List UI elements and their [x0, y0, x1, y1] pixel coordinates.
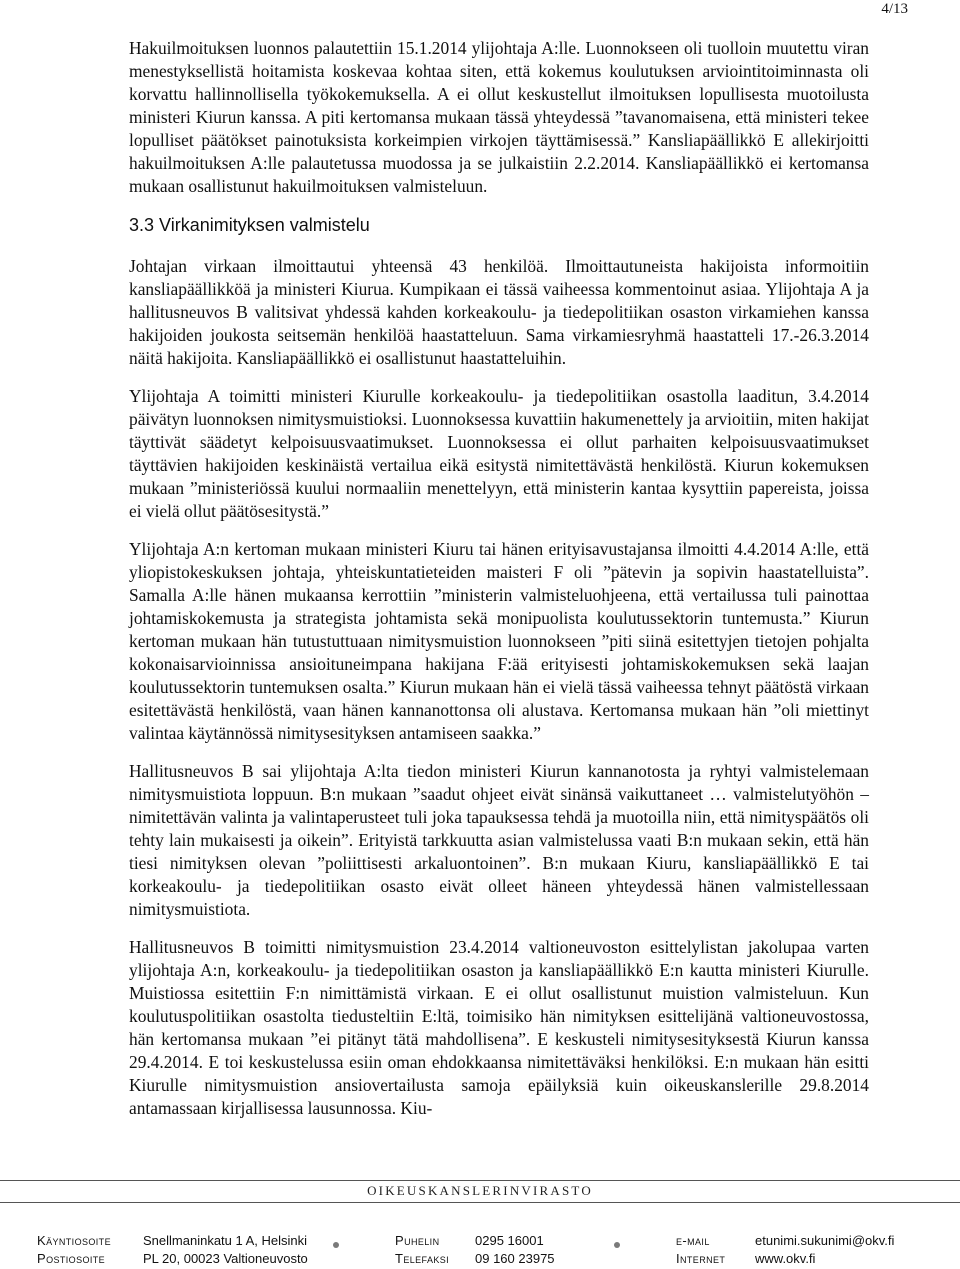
footer-row-postal	[0, 1251, 960, 1269]
document-body	[129, 37, 869, 1135]
footer-label-internet: Internet	[676, 1251, 726, 1266]
paragraph: Hallitusneuvos B toimitti nimitysmuistion 23.4.2014 valtioneuvoston esittelylistan jakolupaa varten ylijohtaja A:n, korkeakoulu- ja tiedepolitiikan osaston ja kansliapäällikkö E:n kautta ministeri Kiurulle. Muistiossa esitettiin F:n nimittämistä virkaan. E ei ollut osallistunut muistion valmisteluun. Kun koulutuspolitiikan osastolta tiedusteltiin E:ltä, toimisiko hän nimityksen esittelijänä valtioneuvostossa, hän kertomansa mukaan ”ei pitänyt tätä mahdollisena”. E keskusteli nimitysesityksestä Kiurun kanssa 29.4.2014. E toi keskustelussa esiin oman ehdokkaansa nimitettäväksi henkilöksi. E:n mukaan hän esitti Kiurulle nimitysmuistion ansiovertailusta samoja epäilyksiä kuin oikeuskanslerille 29.8.2014 antamassaan kirjallisessa lausunnossa. Kiu-	[129, 937, 869, 1118]
footer-label-postal-address: Postiosoite	[37, 1251, 106, 1266]
footer-fax: 09 160 23975	[475, 1251, 555, 1266]
paragraph: Hakuilmoituksen luonnos palautettiin 15.1.2014 ylijohtaja A:lle. Luonnokseen oli tuolloin muutettu viran menestyksellistä hoitamista koskevaa kohtaa siten, että kokemus koulutuksen arviointitoiminnasta oli korvattu hallinnollisella työkokemuksella. A ei ollut keskustellut ilmoituksen lopullisesta muotoilusta ministeri Kiurun kanssa. A piti kertomansa mukaan tässä yhteydessä ”tavanomaisena, että ministeri tekee lopulliset päätökset painotuksista korkeimpien virkojen täyttämisessä.” Kansliapäällikkö E allekirjoitti hakuilmoituksen A:lle palautetussa muodossa ja se julkaistiin 2.2.2014. Kansliapäällikkö ei kertomansa mukaan osallistunut hakuilmoituksen valmisteluun.	[129, 38, 869, 196]
footer-label-email: e-mail	[676, 1233, 710, 1248]
footer-phone: 0295 16001	[475, 1233, 544, 1248]
section-heading: 3.3 Virkanimityksen valmistelu	[129, 215, 370, 235]
paragraph: Ylijohtaja A:n kertoman mukaan ministeri Kiuru tai hänen erityisavustajansa ilmoitti 4.4.2014 A:lle, että yliopistokeskuksen johtaja, yhteiskuntatieteiden maisteri F oli ”pätevin ja sopivin haastatelluista”. Samalla A:lle hänen mukaansa kerrottiin ”ministerin valmisteluohjeena, että vertailussa tuli painottaa johtamiskokemusta ja strategista johtamista sekä monipuolista koulutussektorin tuntemusta.” Kiurun kertoman mukaan hän tutustuttuaan nimitysmuistion luonnokseen ”piti siinä esitettyjen tietojen pohjalta kokonaisarvioinnissa ansioituneimpana hakijana F:ää erityisesti johtamiskokemuksen sekä laajan koulutussektorin tuntemuksen osalta.” Kiurun mukaan hän ei vielä tässä vaiheessa tehnyt päätöstä virkaan esitettävästä henkilöstä, vaan hänen kannanottonsa oli alustava. Kertomansa mukaan hän ”oli miettinyt valintaa käytännössä nimitysesityksen antamiseen saakka.”	[129, 539, 869, 743]
footer-brand: OIKEUSKANSLERINVIRASTO	[367, 1183, 593, 1198]
footer-email[interactable]: etunimi.sukunimi@okv.fi	[755, 1233, 895, 1248]
paragraph: Hallitusneuvos B sai ylijohtaja A:lta tiedon ministeri Kiurun kannanotosta ja ryhtyi valmistelemaan nimitysmuistiota loppuun. B:n mukaan ”saadut ohjeet eivät sinänsä vaikuttaneet … valmistelutyöhön – nimitettävän valinta ja valintaperusteet tuli joka tapauksessa tehdä ja muotoilla niin, että nimityspäätös oli tehty lain mukaisesti ja oikein”. Erityistä tarkkuutta asian valmistelussa vaati B:n mukaan sekin, että hän tiesi nimityksen olevan ”poliittisesti arkaluontoinen”. B:n mukaan Kiuru, kansliapäällikkö E tai korkeakoulu- ja tiedepolitiikan osasto eivät olleet häneen yhteydessä hänen valmistellessaan nimitysmuistiota.	[129, 761, 869, 919]
paragraph: Ylijohtaja A toimitti ministeri Kiurulle korkeakoulu- ja tiedepolitiikan osastolla laaditun, 3.4.2014 päivätyn luonnoksen nimitysmuistioksi. Luonnoksessa kuvattiin hakumenettely ja arvioitiin, miten hakijat täyttivät säädetyt kelpoisuusvaatimukset. Luonnoksessa ei ollut parhaiten kelpoisuusvaatimukset täyttävien hakijoiden keskinäistä vertailua eikä esitystä nimitettävästä henkilöstä. Kiurun kokemuksen mukaan ”ministeriössä kuului normaaliin menettelyyn, että ministerin kantaa kysyttiin papereista, joissa ei vielä ollut päätösesitystä.”	[129, 386, 869, 521]
page-number: 4/13	[881, 1, 908, 17]
footer-website[interactable]: www.okv.fi	[755, 1251, 816, 1266]
footer-label-fax: Telefaksi	[395, 1251, 450, 1266]
footer-divider-bottom	[0, 1202, 960, 1203]
paragraph: Johtajan virkaan ilmoittautui yhteensä 43 henkilöä. Ilmoittautuneista hakijoista informoitiin kansliapäällikköä ja ministeri Kiurua. Kumpikaan ei tässä vaiheessa kommentoinut asiaa. Ylijohtaja A ja hallitusneuvos B valitsivat yhdessä kahden korkeakoulu- ja tiedepolitiikan osaston virkamiehen kanssa hakijoiden joukosta seitsemän henkilöä haastatteluun. Sama virkamiesryhmä haastatteli 17.-26.3.2014 näitä hakijoita. Kansliapäällikkö ei osallistunut haastatteluihin.	[129, 256, 869, 368]
footer-label-phone: Puhelin	[395, 1233, 440, 1248]
footer-row-visit	[0, 1233, 960, 1251]
separator-dot-icon	[333, 1242, 339, 1248]
footer-label-visit-address: Käyntiosoite	[37, 1233, 111, 1248]
footer-divider-top	[0, 1180, 960, 1181]
separator-dot-icon	[614, 1242, 620, 1248]
footer-postal-address: PL 20, 00023 Valtioneuvosto	[143, 1251, 308, 1266]
footer-visit-address: Snellmaninkatu 1 A, Helsinki	[143, 1233, 308, 1248]
